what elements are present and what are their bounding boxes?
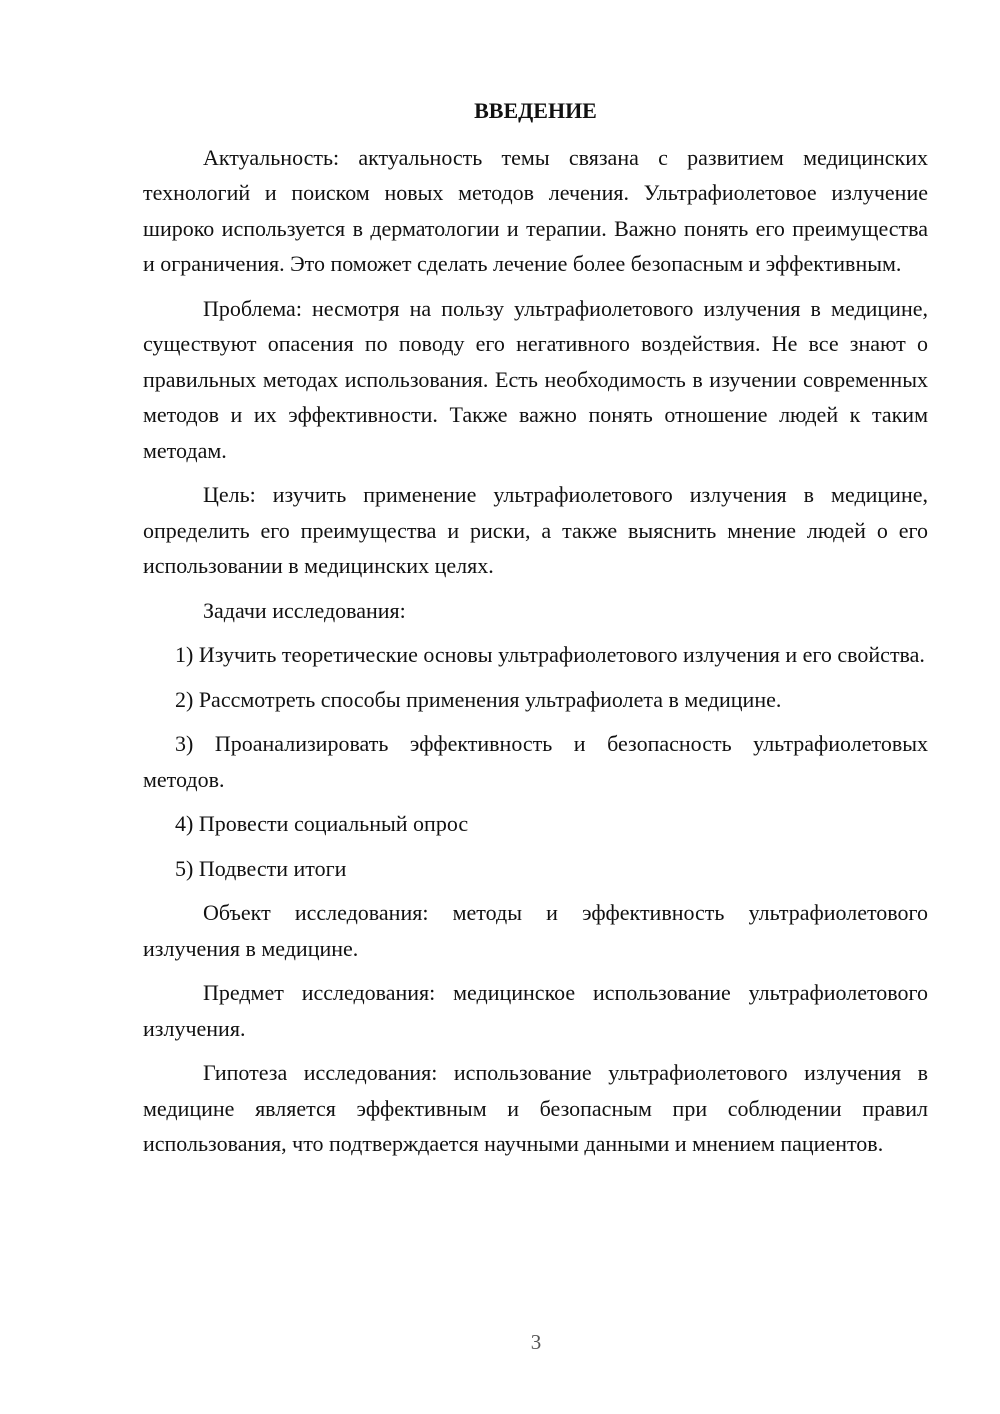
task-item: 4) Провести социальный опрос [175,811,469,836]
task-item: 3) Проанализировать эффективность и безопасность ультрафиолетовых методов. [143,731,928,792]
page-number: 3 [530,1330,542,1354]
problem-paragraph: Проблема: несмотря на пользу ультрафиолетового излучения в медицине, существуют опасения по поводу его негативного воздействия. Не все знают о правильных методах использования. Есть необходимость в изучении современных методов и их эффективности. Также важно понять отношение людей к таким методам. [143,295,928,463]
section-title: ВВЕДЕНИЕ [474,98,597,123]
goal-paragraph: Цель: изучить применение ультрафиолетового излучения в медицине, определить его преимущества и риски, а также выяснить мнение людей о его использовании в медицинских целях. [143,482,928,578]
task-item: 2) Рассмотреть способы применения ультрафиолета в медицине. [175,686,782,712]
task-item: 1) Изучить теоретические основы ультрафиолетового излучения и его свойства. [175,642,925,667]
hypothesis-paragraph: Гипотеза исследования: использование ультрафиолетового излучения в медицине является эффективным и безопасным при соблюдении правил использования, что подтверждается научными данными и мнением пациентов. [143,1060,928,1156]
document-body [143,93,928,1171]
subject-paragraph: Предмет исследования: медицинское использование ультрафиолетового излучения. [143,980,928,1041]
object-paragraph: Объект исследования: методы и эффективность ультрафиолетового излучения в медицине. [143,900,928,961]
relevance-paragraph: Актуальность: актуальность темы связана с развитием медицинских технологий и поиском новых методов лечения. Ультрафиолетовое излучение широко используется в дерматологии и терапии. Важно понять его преимущества и ограничения. Это поможет сделать лечение более безопасным и эффективным. [143,144,928,276]
task-item: 5) Подвести итоги [175,855,347,881]
tasks-heading: Задачи исследования: [203,597,406,623]
